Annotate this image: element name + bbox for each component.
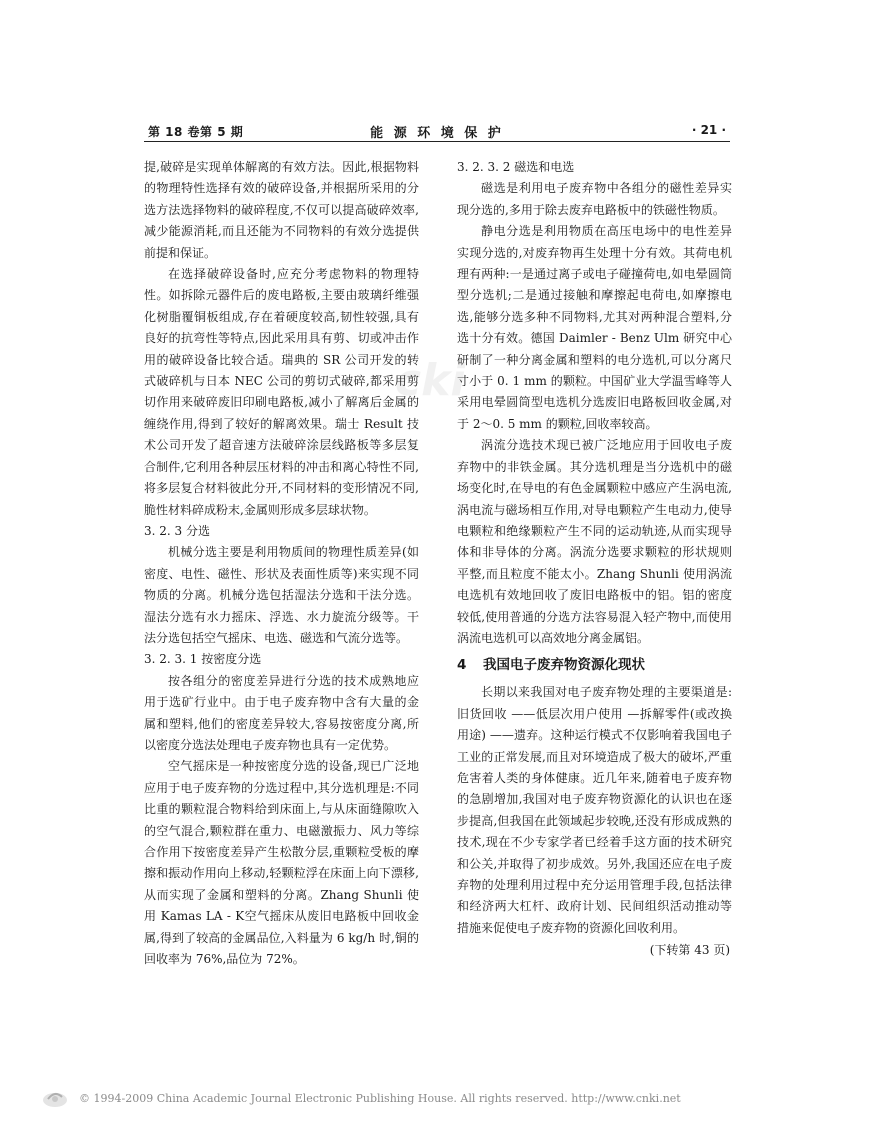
page-number: · 21 · xyxy=(691,123,726,137)
section-title: 我国电子废弃物资源化现状 xyxy=(483,657,645,674)
running-header xyxy=(144,121,730,142)
paragraph: 静电分选是利用物质在高压电场中的电性差异实现分选的,对废弃物再生处理十分有效。其荷电机理有两种:一是通过离子或电子碰撞荷电,如电晕圆筒型分选机;二是通过接触和摩擦起电荷电,如摩擦电选,能够分选多种不同物料,尤其对两种混合塑料,分选十分有效。德国 Daimler - Benz Ulm 研究中心研制了一种分离金属和塑料的电分选机,可以分离尺寸小于 0. 1 mm 的颗粒。中国矿业大学温雪峰等人采用电晕圆筒型电选机分选废旧电路板回收金属,对于 2～0. 5 mm 的颗粒,回收率较高。 xyxy=(457,224,732,431)
section-heading-3-2-3-1: 3. 2. 3. 1 按密度分选 xyxy=(144,652,262,667)
paragraph: 涡流分选技术现已被广泛地应用于回收电子废弃物中的非铁金属。其分选机理是当分选机中的磁场变化时,在导电的有色金属颗粒中感应产生涡电流,涡电流与磁场相互作用,对导电颗粒产生电动力,使导电颗粒和绝缘颗粒产生不同的运动轨迹,从而实现导体和非导体的分离。涡流分选要求颗粒的形状规则平整,而且粒度不能太小。Zhang Shunli 使用涡流电选机有效地回收了废旧电路板中的铝。铝的密度较低,使用普通的分选方法容易混入轻产物中,而使用涡流电选机可以高效地分离金属铝。 xyxy=(457,438,732,645)
section-number: 4 xyxy=(457,657,467,674)
paragraph: 机械分选主要是利用物质间的物理性质差异(如密度、电性、磁性、形状及表面性质等)来实现不同物质的分离。机械分选包括湿法分选和干法分选。湿法分选有水力摇床、浮选、水力旋流分级等。干法分选包括空气摇床、电选、磁选和气流分选等。 xyxy=(144,545,419,645)
section-heading-4 xyxy=(457,654,732,676)
paragraph: 磁选是利用电子废弃物中各组分的磁性差异实现分选的,多用于除去废弃电路板中的铁磁性物质。 xyxy=(457,181,732,217)
cnki-watermark: cki xyxy=(395,355,466,406)
copyright-footer xyxy=(42,1087,742,1113)
section-heading-3-2-3-2: 3. 2. 3. 2 磁选和电选 xyxy=(457,160,575,174)
section-heading-3-2-3: 3. 2. 3 分选 xyxy=(144,523,210,538)
paragraph: 空气摇床是一种按密度分选的设备,现已广泛地应用于电子废弃物的分选过程中,其分选机理是:不同比重的颗粒混合物料给到床面上,与从床面缝隙吹入的空气混合,颗粒群在重力、电磁激振力、风力等综合作用下按密度差异产生松散分层,重颗粒受板的摩擦和振动作用向上移动,轻颗粒浮在床面上向下漂移,从而实现了金属和塑料的分离。Zhang Shunli 使用 Kamas LA - K空气摇床从废旧电路板中回收金属,得到了较高的金属品位,入料量为 6 kg/h 时,铜的回收率为 76%,品位为 72%。 xyxy=(144,759,419,967)
paragraph: 在选择破碎设备时,应充分考虑物料的物理特性。如拆除元器件后的废电路板,主要由玻璃纤维强化树脂覆铜板组成,存在着硬度较高,韧性较强,具有良好的抗弯性等特点,因此采用具有剪、切或冲击作用的破碎设备比较合适。瑞典的 SR 公司开发的转式破碎机与日本 NEC 公司的剪切式破碎,都采用剪切作用来破碎废旧印刷电路板,减小了解离后金属的缠绕作用,得到了较好的解离效果。瑞士 Result 技术公司开发了超音速方法破碎涂层线路板等多层复合制件,它利用各种层压材料的冲击和离心特性不同,将多层复合材料彼此分开,不同材料的变形情况不同,脆性材料碎成粉末,金属则形成多层球状物。 xyxy=(144,267,419,517)
paragraph: 提,破碎是实现单体解离的有效方法。因此,根据物料的物理特性选择有效的破碎设备,并根据所采用的分选方法选择物料的破碎程度,不仅可以提高破碎效率,减少能源消耗,而且还能为不同物料的有效分选提供前提和保证。 xyxy=(144,160,419,260)
journal-title: 能 源 环 境 保 护 xyxy=(370,126,504,141)
paragraph: 长期以来我国对电子废弃物处理的主要渠道是:旧货回收 ——低层次用户使用 —拆解零件(或改换用途) ——遗弃。这种运行模式不仅影响着我国电子工业的正常发展,而且对环境造成了极大的破坏,严重危害着人类的身体健康。近几年来,随着电子废弃物的急剧增加,我国对电子废弃物资源化的认识也在逐步提高,但我国在此领域起步较晚,还没有形成成熟的技术,现在不少专家学者已经着手这方面的技术研究和公关,并取得了初步成效。另外,我国还应在电子废弃物的处理利用过程中充分运用管理手段,包括法律和经济两大杠杆、政府计划、民间组织活动推动等措施来促使电子废弃物的资源化回收利用。 xyxy=(457,685,732,935)
left-column xyxy=(144,157,419,970)
continued-note: (下转第 43 页) xyxy=(649,943,730,958)
copyright-text: © 1994-2009 China Academic Journal Electronic Publishing House. All rights reserved. http://www.cnki.net xyxy=(79,1092,681,1105)
right-column xyxy=(457,157,732,962)
volume-issue: 第 18 卷第 5 期 xyxy=(148,125,244,139)
paragraph: 按各组分的密度差异进行分选的技术成熟地应用于选矿行业中。由于电子废弃物中含有大量的金属和塑料,他们的密度差异较大,容易按密度分离,所以密度分选法处理电子废弃物也具有一定优势。 xyxy=(144,673,419,752)
cnki-logo-icon xyxy=(42,1087,68,1109)
